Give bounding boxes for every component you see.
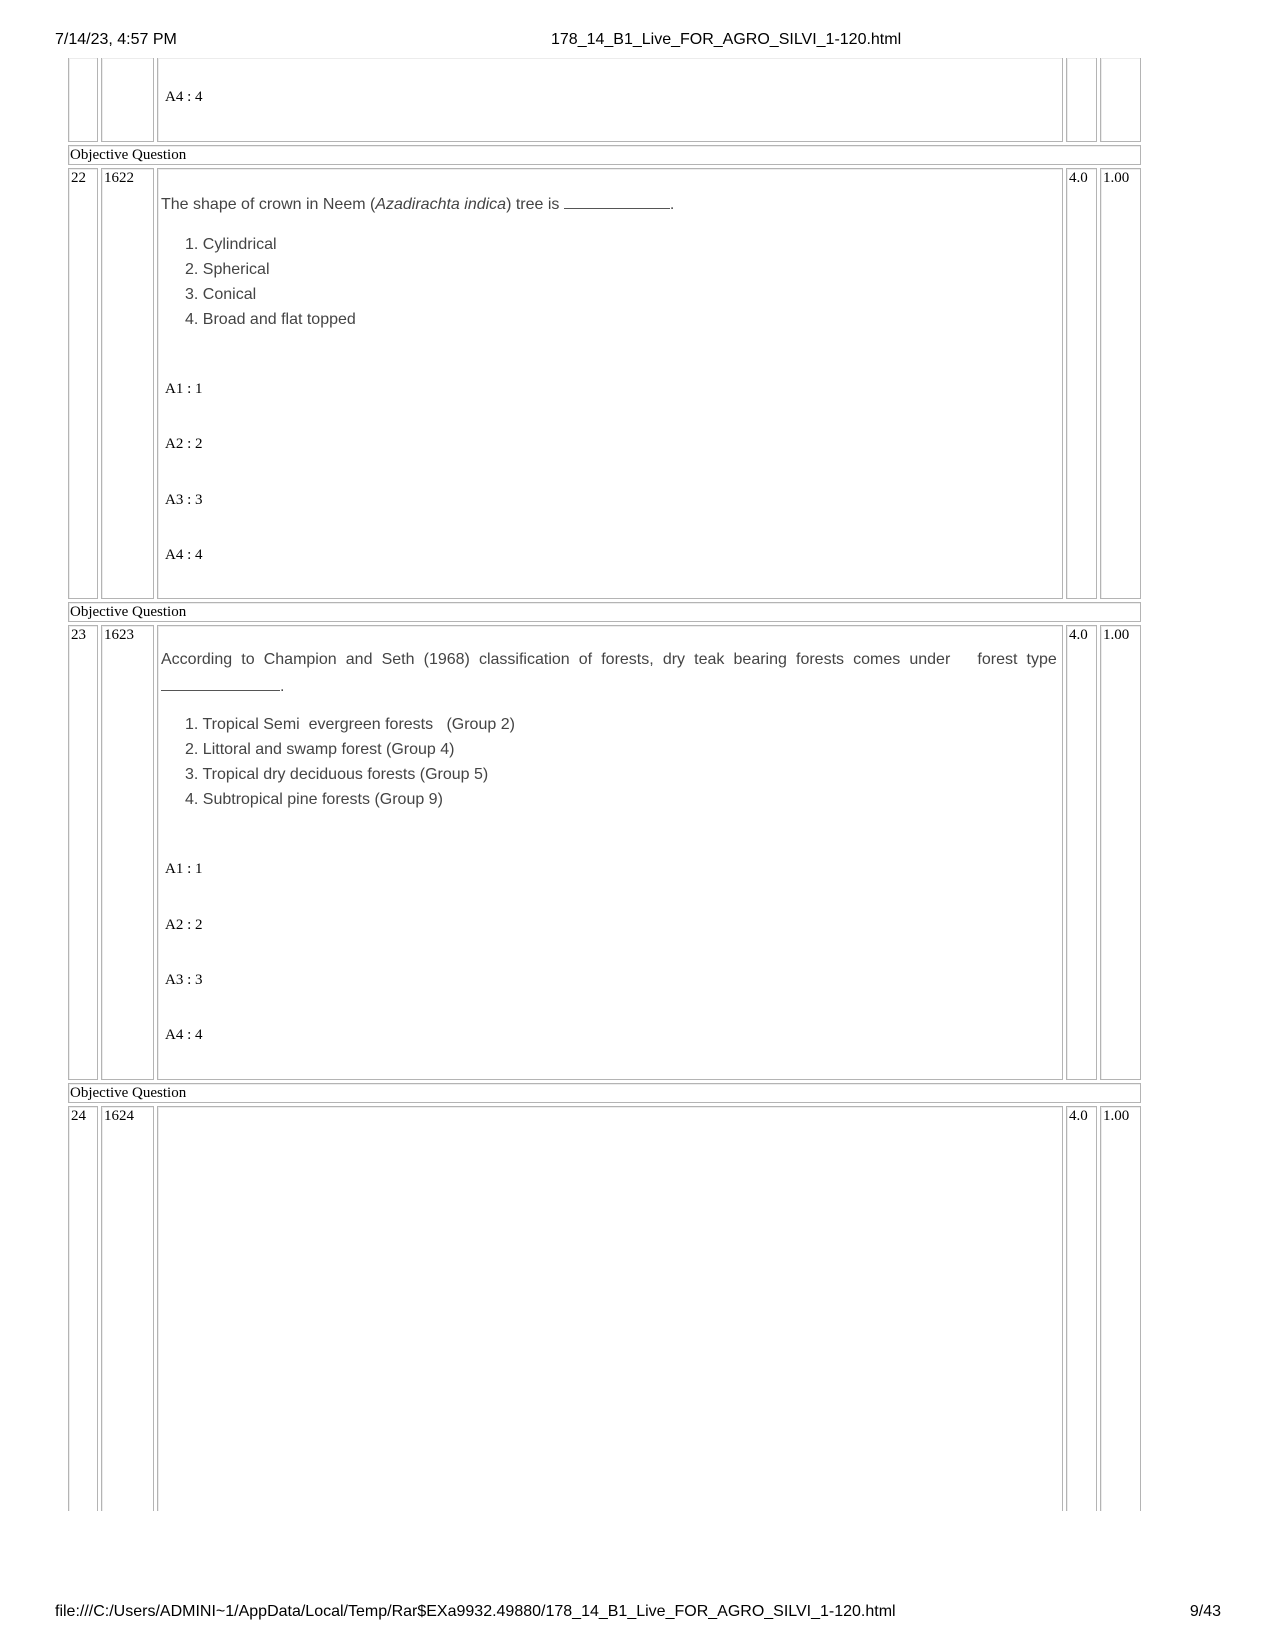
q22-content-cell — [157, 168, 1063, 599]
prev-content-cell — [157, 58, 1063, 142]
q24-marks-cell — [1066, 1106, 1097, 1511]
q23-word: type — [1026, 651, 1057, 668]
question-id: 1624 — [104, 1108, 134, 1124]
q22-type-row — [68, 145, 1141, 165]
q22-qid-cell — [101, 168, 154, 599]
q23-answer-3: A3 : 3 — [165, 972, 203, 988]
q23-options-list — [185, 712, 515, 812]
q24-qid-cell — [101, 1106, 154, 1511]
q23-word: (1968) — [423, 651, 470, 668]
q23-word: Champion — [263, 651, 337, 668]
q23-word: forests, — [601, 651, 654, 668]
question-id: 1623 — [104, 627, 134, 643]
q23-option-1: 1. Tropical Semi evergreen forests (Group 2) — [185, 716, 515, 733]
q23-negative-cell — [1100, 625, 1141, 1080]
question-negative-marks: 1.00 — [1103, 627, 1130, 643]
q22-answer-2: A2 : 2 — [165, 436, 203, 452]
q23-word: classification — [478, 651, 570, 668]
q22-option-3: 3. Conical — [185, 286, 257, 303]
q23-word: dry — [662, 651, 686, 668]
q23-word: to — [241, 651, 255, 668]
q22-option-1: 1. Cylindrical — [185, 236, 277, 253]
q24-content-cell — [157, 1106, 1063, 1511]
q24-type-row — [68, 1083, 1141, 1103]
q23-type-row — [68, 602, 1141, 622]
q23-word: According — [161, 651, 233, 668]
question-serial-number: 22 — [71, 170, 86, 186]
question-marks: 4.0 — [1069, 1108, 1088, 1124]
q23-word: forest — [977, 651, 1018, 668]
q23-word: of — [578, 651, 593, 668]
q22-options-list — [185, 232, 356, 332]
q23-word: under — [909, 651, 951, 668]
q22-sno-cell — [68, 168, 98, 599]
prev-negative-cell — [1100, 58, 1141, 142]
question-negative-marks: 1.00 — [1103, 170, 1130, 186]
q23-option-4: 4. Subtropical pine forests (Group 9) — [185, 791, 443, 808]
q23-word: bearing — [733, 651, 787, 668]
q22-text-before: The shape of crown in Neem ( — [161, 196, 376, 213]
q23-word: teak — [694, 651, 725, 668]
print-page-indicator: 9/43 — [1189, 1603, 1221, 1620]
q23-option-2: 2. Littoral and swamp forest (Group 4) — [185, 741, 455, 758]
q22-option-2: 2. Spherical — [185, 261, 270, 278]
q23-content-cell — [157, 625, 1063, 1080]
q22-answer-1: A1 : 1 — [165, 381, 203, 397]
q23-marks-cell — [1066, 625, 1097, 1080]
question-type-label: Objective Question — [70, 147, 187, 163]
q23-question-blank-line: . — [161, 676, 284, 696]
prev-qid-cell — [101, 58, 154, 142]
print-datetime: 7/14/23, 4:57 PM — [55, 31, 177, 48]
question-type-label: Objective Question — [70, 604, 187, 620]
question-id: 1622 — [104, 170, 134, 186]
q23-word: and — [345, 651, 373, 668]
print-file-url: file:///C:/Users/ADMINI~1/AppData/Local/Temp/Rar$EXa9932.49880/178_14_B1_Live_FOR_AGRO_SILVI_1-120.html — [55, 1603, 896, 1620]
q22-text-italic: Azadirachta indica — [375, 196, 507, 213]
q24-negative-cell — [1100, 1106, 1141, 1511]
prev-sno-cell — [68, 58, 98, 142]
q23-answer-2: A2 : 2 — [165, 917, 203, 933]
question-serial-number: 23 — [71, 627, 86, 643]
q23-answer-4: A4 : 4 — [165, 1027, 203, 1043]
q23-qid-cell — [101, 625, 154, 1080]
q22-text-after: ) tree is — [506, 196, 560, 213]
q22-answer-blank — [564, 194, 670, 209]
question-negative-marks: 1.00 — [1103, 1108, 1130, 1124]
prev-answer-4: A4 : 4 — [165, 89, 203, 105]
print-document-title: 178_14_B1_Live_FOR_AGRO_SILVI_1-120.html — [551, 31, 902, 48]
prev-marks-cell — [1066, 58, 1097, 142]
q22-answer-3: A3 : 3 — [165, 492, 203, 508]
q22-option-4: 4. Broad and flat topped — [185, 311, 356, 328]
q23-word: Seth — [381, 651, 415, 668]
q22-negative-cell — [1100, 168, 1141, 599]
q23-sno-cell — [68, 625, 98, 1080]
q23-option-3: 3. Tropical dry deciduous forests (Group 5) — [185, 766, 489, 783]
q23-word: forests — [796, 651, 845, 668]
q22-answer-4: A4 : 4 — [165, 547, 203, 563]
q24-sno-cell — [68, 1106, 98, 1511]
q23-question-text — [161, 651, 1057, 672]
question-marks: 4.0 — [1069, 627, 1088, 643]
q23-word: comes — [853, 651, 901, 668]
question-type-label: Objective Question — [70, 1085, 187, 1101]
q23-answer-1: A1 : 1 — [165, 861, 203, 877]
q22-question-text: The shape of crown in Neem (Azadirachta indica) tree is . — [161, 196, 675, 213]
q22-marks-cell — [1066, 168, 1097, 599]
question-marks: 4.0 — [1069, 170, 1088, 186]
question-serial-number: 24 — [71, 1108, 86, 1124]
q23-answer-blank — [161, 676, 280, 691]
